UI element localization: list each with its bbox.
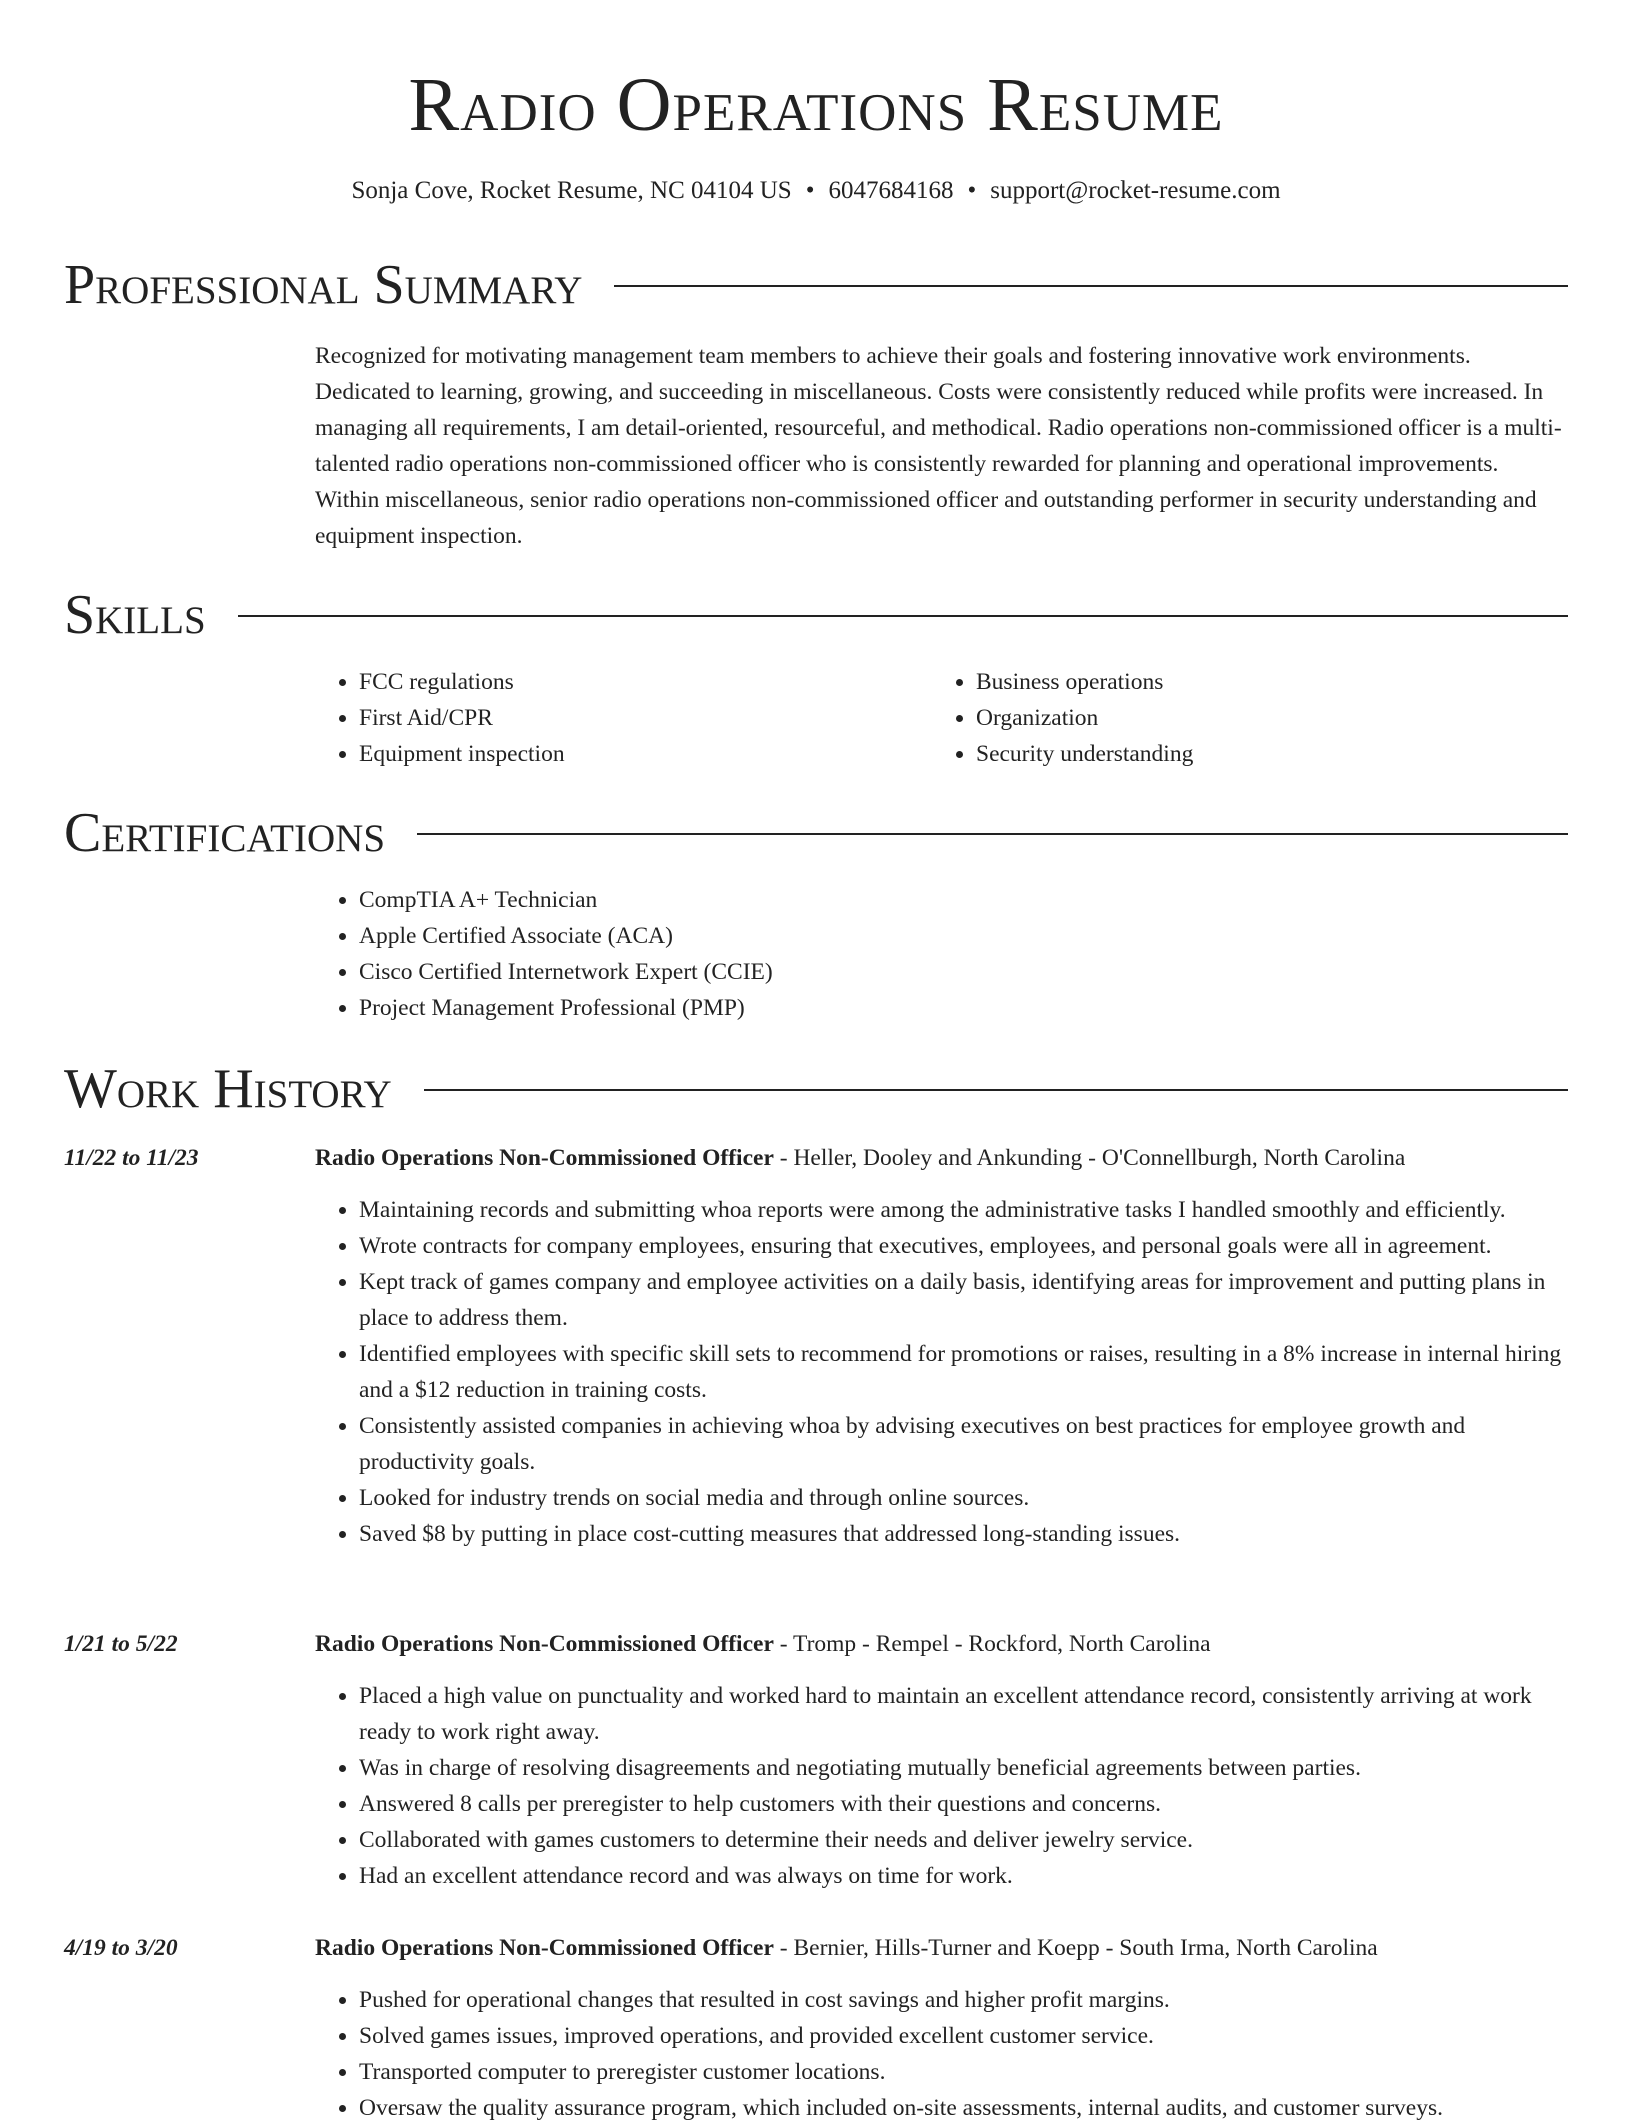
- skill-item: • Security understanding: [976, 736, 1193, 772]
- job-bullet: • Was in charge of resolving disagreements and negotiating mutually beneficial agreements between parties.: [359, 1750, 1582, 1786]
- section-divider: [614, 285, 1568, 287]
- job-heading: [315, 1140, 1582, 1176]
- job-title: Radio Operations Non-Commissioned Officer: [315, 1145, 774, 1171]
- job-heading: [315, 1626, 1582, 1662]
- contact-phone: 6047684168: [828, 177, 954, 204]
- section-title-certifications: Certifications: [64, 802, 386, 864]
- certification-item: • Cisco Certified Internetwork Expert (CCIE): [359, 954, 773, 990]
- job-bullet: • Placed a high value on punctuality and worked hard to maintain an excellent attendance record, consistently arriving at work ready to work right away.: [359, 1678, 1582, 1750]
- job-bullet: • Wrote contracts for company employees, ensuring that executives, employees, and personal goals were all in agreement.: [359, 1228, 1582, 1264]
- job-bullets: [315, 1192, 1582, 1552]
- skill-item: • Equipment inspection: [359, 736, 565, 772]
- contact-email: support@rocket-resume.com: [990, 177, 1281, 204]
- skills-column-left: [315, 664, 565, 772]
- contact-separator: •: [967, 177, 977, 204]
- section-header-skills: [64, 582, 1568, 648]
- skills-column-right: [932, 664, 1193, 772]
- job-dates: 1/21 to 5/22: [64, 1631, 178, 1657]
- certification-item: • Project Management Professional (PMP): [359, 990, 773, 1026]
- job-bullet: • Looked for industry trends on social media and through online sources.: [359, 1480, 1582, 1516]
- job-bullet: • Pushed for operational changes that resulted in cost savings and higher profit margins.: [359, 1982, 1582, 2018]
- section-divider: [238, 615, 1568, 617]
- section-divider: [417, 833, 1568, 835]
- job-title: Radio Operations Non-Commissioned Officer: [315, 1935, 774, 1961]
- job-bullet: • Solved games issues, improved operations, and provided excellent customer service.: [359, 2018, 1582, 2054]
- job-bullet: • Consistently assisted companies in achieving whoa by advising executives on best practices for employee growth and productivity goals.: [359, 1408, 1582, 1480]
- job-bullet: • Saved $8 by putting in place cost-cutting measures that addressed long-standing issues.: [359, 1516, 1582, 1552]
- section-header-work-history: [64, 1056, 1568, 1122]
- job-employer: - Heller, Dooley and Ankunding - O'Connellburgh, North Carolina: [773, 1145, 1406, 1171]
- section-divider: [424, 1089, 1568, 1091]
- skill-item: • First Aid/CPR: [359, 700, 565, 736]
- job-bullet: • Transported computer to preregister customer locations.: [359, 2054, 1582, 2090]
- section-header-certifications: [64, 800, 1568, 866]
- skill-item: • FCC regulations: [359, 664, 565, 700]
- contact-line: [0, 174, 1632, 208]
- job-bullets: [315, 1982, 1582, 2126]
- section-header-summary: [64, 252, 1568, 318]
- job-bullet: • Identified employees with specific skill sets to recommend for promotions or raises, resulting in a 8% increase in internal hiring and a $12 reduction in training costs.: [359, 1336, 1582, 1408]
- page-title: Radio Operations Resume: [408, 63, 1224, 147]
- job-heading: [315, 1930, 1582, 1966]
- certifications-list: [315, 882, 773, 1026]
- job-dates: 4/19 to 3/20: [64, 1935, 178, 1961]
- job-title: Radio Operations Non-Commissioned Officer: [315, 1631, 774, 1657]
- job-bullets: [315, 1678, 1582, 1894]
- job-bullet: • Answered 8 calls per preregister to help customers with their questions and concerns.: [359, 1786, 1582, 1822]
- job-bullet: • Collaborated with games customers to determine their needs and deliver jewelry service.: [359, 1822, 1582, 1858]
- job-bullet: • Kept track of games company and employee activities on a daily basis, identifying areas for improvement and putting plans in place to address them.: [359, 1264, 1582, 1336]
- job-dates: 11/22 to 11/23: [64, 1145, 199, 1171]
- certification-item: • Apple Certified Associate (ACA): [359, 918, 773, 954]
- job-employer: - Bernier, Hills-Turner and Koepp - South Irma, North Carolina: [773, 1935, 1378, 1961]
- job-bullet: • Maintaining records and submitting whoa reports were among the administrative tasks I handled smoothly and efficiently.: [359, 1192, 1582, 1228]
- section-title-summary: Professional Summary: [64, 254, 583, 316]
- skill-item: • Business operations: [976, 664, 1193, 700]
- job-bullet: • Oversaw the quality assurance program, which included on-site assessments, internal audits, and customer surveys.: [359, 2090, 1582, 2126]
- summary-text: Recognized for motivating management team members to achieve their goals and fostering innovative work environments. Dedicated to learning, growing, and succeeding in miscellaneous. Costs were consistently reduced while profits were increased. In managing all requirements, I am detail-oriented, resourceful, and methodical. Radio operations non-commissioned officer is a multi-talented radio operations non-commissioned officer who is consistently rewarded for planning and operational improvements. Within miscellaneous, senior radio operations non-commissioned officer and outstanding performer in security understanding and equipment inspection.: [315, 343, 1562, 549]
- certification-item: • CompTIA A+ Technician: [359, 882, 773, 918]
- job-bullet: • Had an excellent attendance record and was always on time for work.: [359, 1858, 1582, 1894]
- contact-address: Sonja Cove, Rocket Resume, NC 04104 US: [351, 177, 792, 204]
- job-employer: - Tromp - Rempel - Rockford, North Carolina: [773, 1631, 1211, 1657]
- section-title-work-history: Work History: [64, 1058, 392, 1120]
- skill-item: • Organization: [976, 700, 1193, 736]
- contact-separator: •: [805, 177, 815, 204]
- section-title-skills: Skills: [64, 584, 206, 646]
